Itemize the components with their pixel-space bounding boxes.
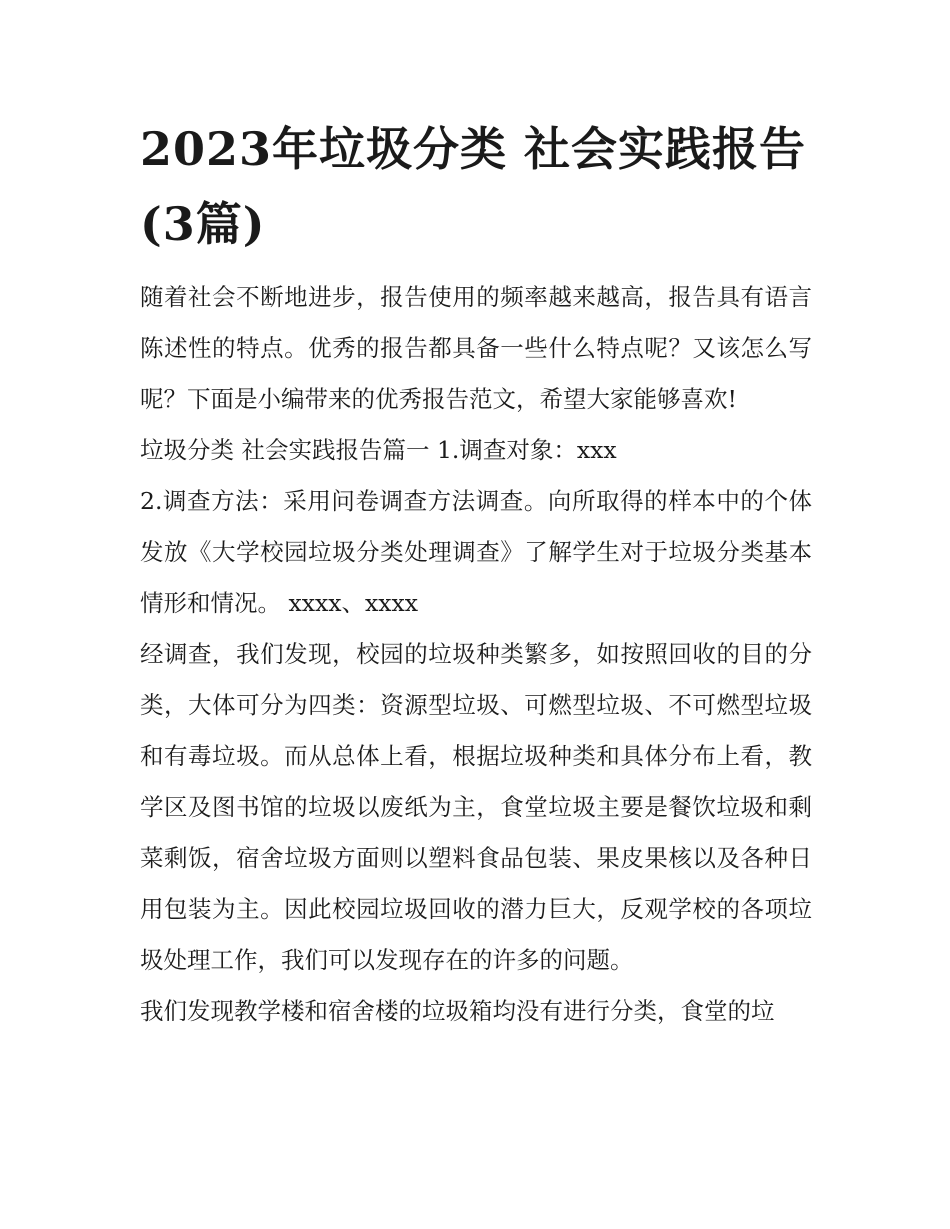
document-page	[140, 112, 812, 1037]
intro-paragraph: 随着社会不断地进步，报告使用的频率越来越高，报告具有语言陈述性的特点。优秀的报告都具备一些什么特点呢？又该怎么写呢？下面是小编带来的优秀报告范文，希望大家能够喜欢!	[140, 283, 812, 413]
survey-method-paragraph: 2.调查方法：采用问卷调查方法调查。向所取得的样本中的个体发放《大学校园垃圾分类处理调查》了解学生对于垃圾分类基本情形和情况。 xxxx、xxxx	[140, 487, 812, 617]
section-one-heading: 垃圾分类 社会实践报告篇一 1.调查对象：xxx	[140, 436, 617, 464]
findings-paragraph: 经调查，我们发现，校园的垃圾种类繁多，如按照回收的目的分类，大体可分为四类：资源型垃圾、可燃型垃圾、不可燃型垃圾和有毒垃圾。而从总体上看，根据垃圾种类和具体分布上看，教学区及图书馆的垃圾以废纸为主，食堂垃圾主要是餐饮垃圾和剩菜剩饭，宿舍垃圾方面则以塑料食品包装、果皮果核以及各种日用包装为主。因此校园垃圾回收的潜力巨大，反观学校的各项垃圾处理工作，我们可以发现存在的许多的问题。	[140, 640, 812, 974]
observation-paragraph: 我们发现教学楼和宿舍楼的垃圾箱均没有进行分类，食堂的垃	[140, 997, 775, 1025]
document-title: 2023年垃圾分类 社会实践报告(3篇)	[140, 122, 807, 251]
